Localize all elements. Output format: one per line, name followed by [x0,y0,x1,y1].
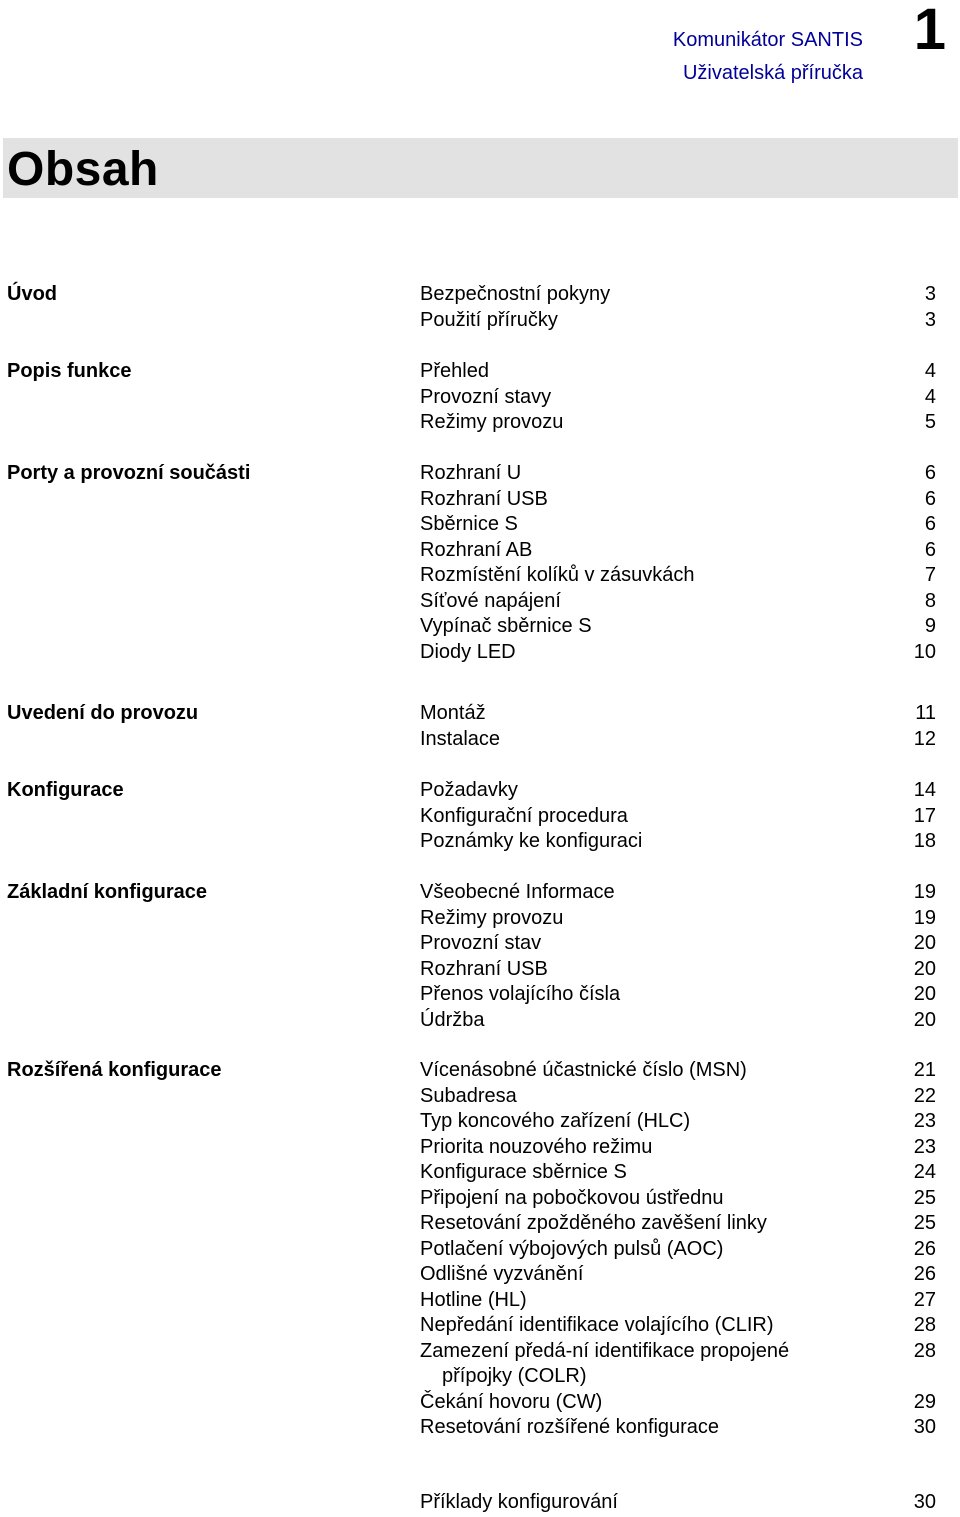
toc-entry-label: Bezpečnostní pokyny [420,283,611,305]
toc-entry-label: Připojení na pobočkovou ústřednu [420,1186,724,1209]
toc-entry-label: Rozhraní U [420,462,522,484]
toc-entry-label: Resetování zpožděného zavěšení linky [420,1212,767,1234]
toc-entry[interactable] [420,1135,936,1161]
toc-entry-page: 4 [924,385,936,408]
toc-section-title: Konfigurace [7,779,124,801]
toc-entry-label: Montáž [420,702,486,724]
toc-entry[interactable] [420,701,936,727]
toc-section-title: Základní konfigurace [7,881,208,903]
toc-entry-page: 21 [913,1059,936,1081]
toc-entry-label: Režimy provozu [420,411,564,433]
toc-entry-page: 5 [924,411,936,433]
header-document: Uživatelská příručka [682,62,863,84]
toc-entry-label: Subadresa [420,1084,517,1107]
toc-entry-label: Režimy provozu [420,906,564,929]
toc-entry-page: 26 [913,1263,936,1285]
toc-entry-page: 9 [924,615,936,637]
toc-entry-page: 20 [913,983,936,1005]
toc-entry-page: 3 [924,308,936,331]
toc-entry[interactable] [420,512,936,538]
toc-entry[interactable] [420,282,936,308]
toc-entry-page: 23 [913,1110,936,1132]
toc-entry-page: 24 [913,1161,936,1183]
toc-entry-label: Odlišné vyzvánění [420,1263,584,1285]
toc-entry-page: 8 [924,589,936,612]
toc-entry-label: Rozhraní AB [420,538,533,561]
toc-entry[interactable] [420,1390,936,1416]
toc-entry-label: Resetování rozšířené konfigurace [420,1416,720,1438]
toc-entry[interactable] [420,880,936,906]
toc-entry-page: 22 [913,1084,936,1107]
toc-entry-page: 29 [913,1390,936,1413]
toc-entry-page: 18 [913,830,936,852]
toc-entry-page: 14 [913,779,936,801]
page-title: Obsah [7,143,159,196]
toc-entry-label: Přehled [420,360,489,382]
toc-entry[interactable] [420,563,936,589]
toc-entry-page: 23 [913,1135,936,1158]
toc-entry-label: Použití příručky [420,308,558,331]
toc-entry-page: 6 [924,513,936,535]
title-bar [3,138,958,198]
toc-entry-label: Provozní stavy [420,385,552,408]
toc-entry[interactable] [420,1008,936,1034]
toc-entry[interactable] [420,1490,936,1516]
toc-entry-page: 19 [913,906,936,929]
toc-entry[interactable] [420,1262,936,1288]
toc-entry-label: Požadavky [420,779,518,801]
toc-entry-label: Konfigurační procedura [420,804,628,827]
page-number: 1 [913,0,946,62]
toc-entry[interactable] [420,1109,936,1135]
toc-entry-page: 26 [913,1237,936,1260]
toc-entry-page: 20 [913,957,936,980]
toc-entry[interactable] [420,410,936,436]
toc-entry[interactable] [420,589,936,615]
toc-entry-label: Typ koncového zařízení (HLC) [420,1110,691,1132]
toc-entry-label: Nepředání identifikace volajícího (CLIR) [420,1314,774,1336]
toc-entry-page: 4 [924,360,936,382]
toc-entry-label: Čekání hovoru (CW) [420,1390,603,1413]
toc-entry-page: 30 [913,1416,936,1438]
toc-entry-label: Diody LED [420,640,516,663]
toc-entry[interactable] [420,1186,936,1212]
toc-entry[interactable] [420,640,936,666]
toc-section-title: Rozšířená konfigurace [7,1059,222,1081]
toc-section-title: Uvedení do provozu [7,702,199,724]
toc-entry[interactable] [420,538,936,564]
toc-entry[interactable] [420,359,936,385]
toc-entry[interactable] [420,385,936,411]
toc-entry-page: 6 [924,538,936,561]
toc-entry-label: Sběrnice S [420,513,518,535]
toc-entry-label: Vícenásobné účastnické číslo (MSN) [420,1059,747,1081]
toc-entry[interactable] [420,1288,936,1314]
toc-entry-page: 17 [913,804,936,827]
toc-entry-label: přípojky (COLR) [442,1365,587,1387]
toc-entry-page: 19 [913,881,936,903]
toc-entry-page: 30 [913,1491,936,1513]
toc-entry[interactable] [420,308,936,334]
toc-entry[interactable] [420,1339,936,1365]
toc-entry-label: Vypínač sběrnice S [420,615,592,637]
toc-entry[interactable] [420,804,936,830]
toc-entry[interactable] [420,906,936,932]
toc-entry[interactable] [420,957,936,983]
toc-entry-page: 25 [913,1186,936,1209]
toc-entry-label: Provozní stav [420,932,542,954]
toc-entry-label: Příklady konfigurování [420,1491,618,1513]
toc-entry-label: Rozmístění kolíků v zásuvkách [420,564,695,586]
toc-entry[interactable] [420,1313,936,1339]
toc-entry-page: 7 [924,564,936,586]
toc-entry-page: 20 [913,1008,936,1031]
toc-entry-page: 20 [913,932,936,954]
toc-entry-label: Konfigurace sběrnice S [420,1161,627,1183]
toc-entry-label: Všeobecné Informace [420,881,615,903]
toc-entry-label: Přenos volajícího čísla [420,983,621,1005]
toc-entry[interactable] [420,982,936,1008]
toc-entry-page: 3 [924,283,936,305]
toc-entry[interactable] [420,1058,936,1084]
toc-entry[interactable] [420,931,936,957]
toc-entry-page: 27 [913,1288,936,1311]
toc-entry-page: 6 [924,462,936,484]
toc-entry[interactable] [420,778,936,804]
toc-entry-label: Zamezení předá-ní identifikace propojené [420,1339,790,1362]
toc-entry[interactable] [420,1364,936,1390]
toc-entry-page: 10 [913,640,936,663]
toc-entry-label: Priorita nouzového režimu [420,1135,653,1158]
toc-entry-page: 28 [913,1314,936,1336]
toc-entry[interactable] [420,461,936,487]
toc-entry-page: 28 [913,1339,936,1362]
toc-section-title: Popis funkce [7,360,132,382]
toc-entry-page: 6 [924,487,936,510]
toc-entry-label: Rozhraní USB [420,957,548,980]
toc-entry-label: Instalace [420,727,501,750]
toc-entry[interactable] [420,487,936,513]
toc-entry[interactable] [420,727,936,753]
toc-section-title: Úvod [7,283,57,305]
toc-entry-label: Rozhraní USB [420,487,548,510]
toc-entry[interactable] [420,1160,936,1186]
toc-entry-page: 12 [913,727,936,750]
header-product: Komunikátor SANTIS [672,29,863,51]
toc-entry[interactable] [420,614,936,640]
toc-entry-page: 25 [913,1212,936,1234]
toc-entry-label: Síťové napájení [420,589,561,612]
toc-entry-page: 11 [915,702,936,724]
toc-entry-label: Poznámky ke konfiguraci [420,830,643,852]
toc-entry[interactable] [420,1211,936,1237]
toc-entry[interactable] [420,1237,936,1263]
toc-entry[interactable] [420,1084,936,1110]
toc-section-title: Porty a provozní součásti [7,462,251,484]
toc-entry[interactable] [420,1415,936,1441]
toc-entry[interactable] [420,829,936,855]
toc-entry-label: Údržba [420,1008,485,1031]
toc-entry-label: Hotline (HL) [420,1288,527,1311]
toc-entry-label: Potlačení výbojových pulsů (AOC) [420,1237,724,1260]
